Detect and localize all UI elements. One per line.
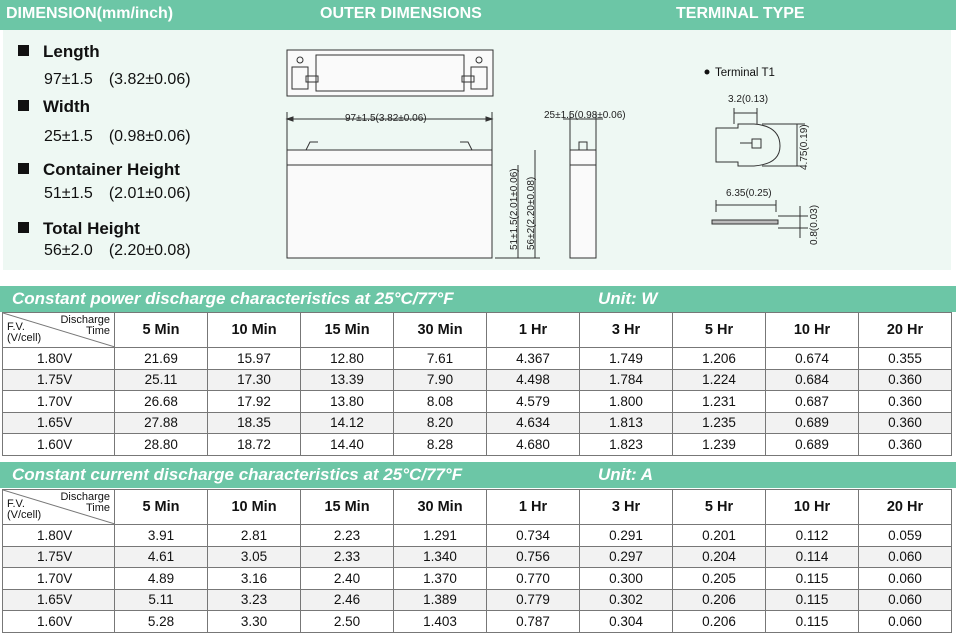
value-cell: 0.206 (673, 611, 766, 633)
column-header: 5 Hr (673, 490, 766, 525)
value-cell: 0.302 (580, 589, 673, 611)
value-cell: 4.61 (115, 546, 208, 568)
value-cell: 0.360 (859, 412, 952, 434)
value-cell: 17.30 (208, 369, 301, 391)
value-cell: 1.239 (673, 434, 766, 456)
value-cell: 1.235 (673, 412, 766, 434)
value-cell: 3.23 (208, 589, 301, 611)
table-row (3, 434, 952, 456)
value-cell: 28.80 (115, 434, 208, 456)
table-row (3, 391, 952, 413)
value-cell: 0.114 (766, 546, 859, 568)
value-cell: 0.734 (487, 525, 580, 547)
value-cell: 1.370 (394, 568, 487, 590)
column-header: 10 Hr (766, 490, 859, 525)
value-cell: 0.355 (859, 348, 952, 370)
column-header: 3 Hr (580, 490, 673, 525)
value-cell: 0.291 (580, 525, 673, 547)
value-cell: 0.756 (487, 546, 580, 568)
value-cell: 0.360 (859, 391, 952, 413)
table-row (3, 611, 952, 633)
terminal-thickness-label: 0.8(0.03) (809, 204, 820, 245)
value-cell: 2.50 (301, 611, 394, 633)
value-cell: 0.687 (766, 391, 859, 413)
value-cell: 1.800 (580, 391, 673, 413)
value-cell: 3.16 (208, 568, 301, 590)
fv-cell: 1.60V (3, 611, 115, 633)
column-header: 30 Min (394, 313, 487, 348)
value-cell: 4.634 (487, 412, 580, 434)
value-cell: 0.204 (673, 546, 766, 568)
spec-length-title: Length (18, 42, 100, 62)
value-cell: 0.684 (766, 369, 859, 391)
fv-cell: 1.60V (3, 434, 115, 456)
value-cell: 1.206 (673, 348, 766, 370)
power-section-title: Constant power discharge characteristics at 25°C/77°F (12, 289, 454, 308)
value-cell: 7.90 (394, 369, 487, 391)
value-cell: 21.69 (115, 348, 208, 370)
value-cell: 0.300 (580, 568, 673, 590)
value-cell: 2.23 (301, 525, 394, 547)
value-cell: 0.206 (673, 589, 766, 611)
value-cell: 15.97 (208, 348, 301, 370)
column-header: 15 Min (301, 490, 394, 525)
outer-dimensions-header-label: OUTER DIMENSIONS (320, 5, 482, 22)
fv-cell: 1.75V (3, 546, 115, 568)
spec-width-title: Width (18, 97, 90, 117)
table-row (3, 525, 952, 547)
value-cell: 26.68 (115, 391, 208, 413)
battery-side-view (563, 112, 603, 258)
terminal-bullet-icon (705, 70, 710, 75)
value-cell: 0.779 (487, 589, 580, 611)
outer-dimensions-drawing (0, 0, 956, 272)
value-cell: 2.33 (301, 546, 394, 568)
value-cell: 1.403 (394, 611, 487, 633)
value-cell: 18.72 (208, 434, 301, 456)
current-discharge-table (2, 489, 952, 633)
value-cell: 13.80 (301, 391, 394, 413)
value-cell: 13.39 (301, 369, 394, 391)
dimension-header-label: DIMENSION(mm/inch) (6, 5, 174, 22)
value-cell: 0.112 (766, 525, 859, 547)
value-cell: 8.20 (394, 412, 487, 434)
terminal-type-header-label: TERMINAL TYPE (676, 5, 805, 22)
value-cell: 0.115 (766, 568, 859, 590)
column-header: 10 Min (208, 313, 301, 348)
value-cell: 1.813 (580, 412, 673, 434)
value-cell: 1.389 (394, 589, 487, 611)
value-cell: 27.88 (115, 412, 208, 434)
value-cell: 8.28 (394, 434, 487, 456)
value-cell: 1.823 (580, 434, 673, 456)
value-cell: 0.059 (859, 525, 952, 547)
value-cell: 14.40 (301, 434, 394, 456)
column-header: 10 Hr (766, 313, 859, 348)
table-row (3, 412, 952, 434)
value-cell: 0.674 (766, 348, 859, 370)
value-cell: 3.30 (208, 611, 301, 633)
fv-cell: 1.70V (3, 568, 115, 590)
column-header: 20 Hr (859, 313, 952, 348)
value-cell: 1.224 (673, 369, 766, 391)
spec-length-value: 97±1.5 (3.82±0.06) (44, 71, 191, 88)
value-cell: 4.89 (115, 568, 208, 590)
value-cell: 0.205 (673, 568, 766, 590)
spec-container-height-value: 51±1.5 (2.01±0.06) (44, 185, 191, 202)
value-cell: 1.340 (394, 546, 487, 568)
fv-cell: 1.80V (3, 348, 115, 370)
value-cell: 0.060 (859, 568, 952, 590)
value-cell: 8.08 (394, 391, 487, 413)
value-cell: 14.12 (301, 412, 394, 434)
value-cell: 0.689 (766, 434, 859, 456)
table-row (3, 348, 952, 370)
value-cell: 0.770 (487, 568, 580, 590)
value-cell: 5.11 (115, 589, 208, 611)
power-section-header (0, 286, 956, 312)
terminal-name-label: Terminal T1 (715, 67, 775, 79)
fv-cell: 1.75V (3, 369, 115, 391)
fv-cell: 1.65V (3, 412, 115, 434)
total-height-dimension-label: 56±2(2.20±0.08) (526, 176, 537, 250)
table-row (3, 589, 952, 611)
column-header: 1 Hr (487, 313, 580, 348)
value-cell: 1.231 (673, 391, 766, 413)
column-header: 10 Min (208, 490, 301, 525)
spec-width-value: 25±1.5 (0.98±0.06) (44, 128, 191, 145)
value-cell: 0.787 (487, 611, 580, 633)
fv-cell: 1.65V (3, 589, 115, 611)
value-cell: 0.115 (766, 611, 859, 633)
column-header: 5 Min (115, 490, 208, 525)
column-header: 5 Min (115, 313, 208, 348)
value-cell: 4.579 (487, 391, 580, 413)
battery-front-view (287, 112, 492, 258)
value-cell: 3.05 (208, 546, 301, 568)
value-cell: 0.360 (859, 369, 952, 391)
current-section-header (0, 462, 956, 488)
fv-cell: 1.80V (3, 525, 115, 547)
value-cell: 2.46 (301, 589, 394, 611)
column-header: 30 Min (394, 490, 487, 525)
column-header: 15 Min (301, 313, 394, 348)
table-corner-header: Discharge Time F.V. (V/cell) (3, 313, 115, 348)
value-cell: 1.749 (580, 348, 673, 370)
value-cell: 7.61 (394, 348, 487, 370)
value-cell: 4.680 (487, 434, 580, 456)
spec-container-height-title: Container Height (18, 160, 180, 180)
spec-total-height-value: 56±2.0 (2.20±0.08) (44, 242, 191, 259)
value-cell: 0.060 (859, 611, 952, 633)
current-section-title: Constant current discharge characteristics at 25°C/77°F (12, 465, 463, 484)
value-cell: 0.689 (766, 412, 859, 434)
table-row (3, 568, 952, 590)
spec-total-height-title: Total Height (18, 219, 140, 239)
container-height-dimension-label: 51±1.5(2.01±0.06) (509, 168, 520, 250)
table-row (3, 546, 952, 568)
fv-cell: 1.70V (3, 391, 115, 413)
table-row (3, 369, 952, 391)
length-dimension-label: 97±1.5(3.82±0.06) (345, 113, 427, 124)
terminal-height-label: 4.75(0.19) (799, 124, 810, 170)
value-cell: 0.297 (580, 546, 673, 568)
column-header: 20 Hr (859, 490, 952, 525)
value-cell: 17.92 (208, 391, 301, 413)
value-cell: 18.35 (208, 412, 301, 434)
value-cell: 5.28 (115, 611, 208, 633)
value-cell: 2.81 (208, 525, 301, 547)
value-cell: 12.80 (301, 348, 394, 370)
power-section-unit: Unit: W (598, 289, 658, 308)
value-cell: 0.360 (859, 434, 952, 456)
terminal-width-label: 3.2(0.13) (728, 94, 769, 105)
column-header: 3 Hr (580, 313, 673, 348)
table-corner-header: Discharge Time F.V. (V/cell) (3, 490, 115, 525)
value-cell: 1.784 (580, 369, 673, 391)
value-cell: 4.498 (487, 369, 580, 391)
value-cell: 0.115 (766, 589, 859, 611)
value-cell: 0.060 (859, 589, 952, 611)
column-header: 1 Hr (487, 490, 580, 525)
value-cell: 0.304 (580, 611, 673, 633)
terminal-length-label: 6.35(0.25) (726, 188, 772, 199)
width-dimension-label: 25±1.5(0.98±0.06) (544, 110, 626, 121)
power-discharge-table (2, 312, 952, 456)
value-cell: 25.11 (115, 369, 208, 391)
battery-top-view (287, 50, 493, 96)
column-header: 5 Hr (673, 313, 766, 348)
value-cell: 2.40 (301, 568, 394, 590)
terminal-drawing (712, 108, 808, 238)
value-cell: 0.201 (673, 525, 766, 547)
current-section-unit: Unit: A (598, 465, 654, 484)
value-cell: 0.060 (859, 546, 952, 568)
value-cell: 1.291 (394, 525, 487, 547)
value-cell: 4.367 (487, 348, 580, 370)
value-cell: 3.91 (115, 525, 208, 547)
